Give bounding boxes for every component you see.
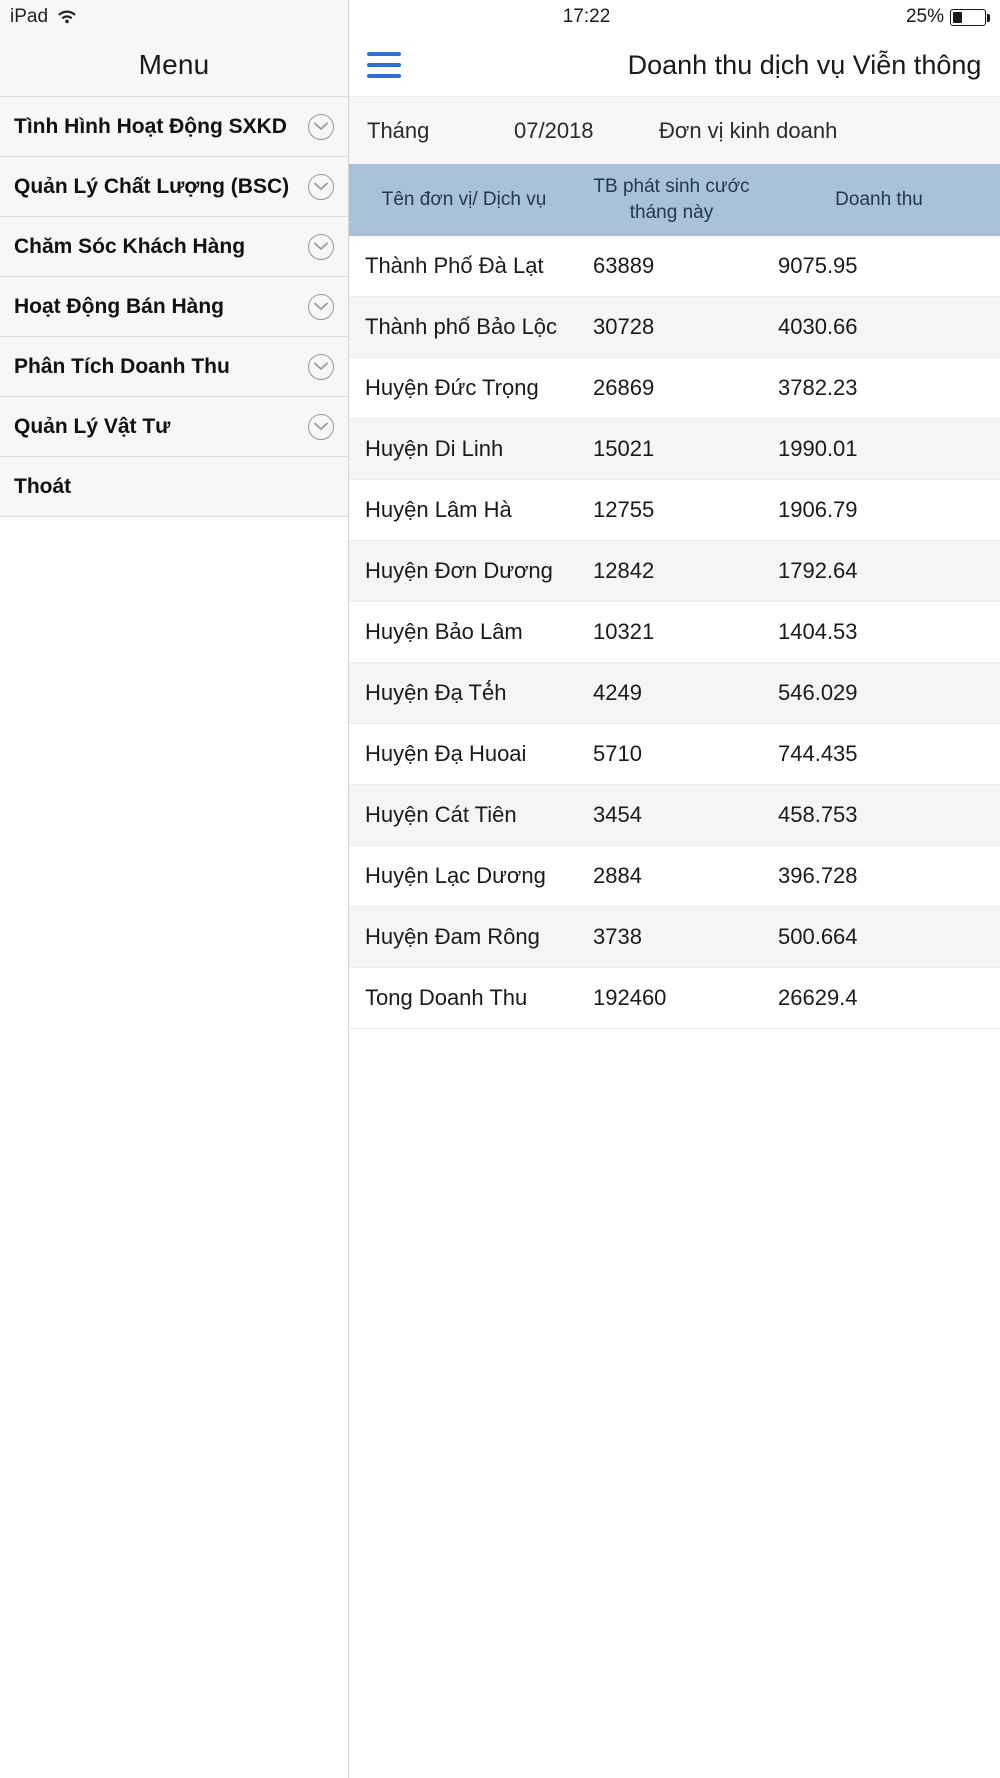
sidebar-item-label: Quản Lý Vật Tư — [14, 414, 171, 438]
sidebar-item-hoat-dong-ban-hang[interactable] — [0, 277, 348, 337]
cell-subscribers: 2884 — [593, 863, 642, 888]
chevron-down-icon[interactable] — [308, 174, 334, 200]
cell-revenue: 500.664 — [778, 924, 858, 949]
cell-name: Huyện Đam Rông — [365, 924, 540, 949]
sidebar-item-label: Quản Lý Chất Lượng (BSC) — [14, 174, 290, 198]
cell-revenue: 9075.95 — [778, 253, 858, 278]
navbar — [349, 34, 1000, 96]
table-row[interactable] — [349, 907, 1000, 968]
table-row[interactable] — [349, 541, 1000, 602]
cell-subscribers: 192460 — [593, 985, 667, 1010]
wifi-icon — [56, 8, 78, 26]
sidebar-item-label: Tình Hình Hoạt Động SXKD — [14, 114, 287, 138]
cell-subscribers: 15021 — [593, 436, 655, 461]
cell-name: Huyện Lạc Dương — [365, 863, 546, 888]
cell-name: Thành phố Bảo Lộc — [365, 314, 558, 339]
cell-subscribers: 30728 — [593, 314, 655, 339]
menu-title: Menu — [138, 49, 210, 80]
cell-subscribers: 3738 — [593, 924, 642, 949]
chevron-down-icon[interactable] — [308, 234, 334, 260]
chevron-down-icon[interactable] — [308, 354, 334, 380]
battery-percent-label: 25% — [905, 6, 944, 27]
cell-revenue: 458.753 — [778, 802, 858, 827]
sidebar-empty-area — [0, 517, 348, 1778]
cell-subscribers: 63889 — [593, 253, 655, 278]
content-panel — [349, 0, 1000, 1778]
cell-name: Huyện Đạ Huoai — [365, 741, 527, 766]
cell-subscribers: 12755 — [593, 497, 655, 522]
table-row[interactable] — [349, 297, 1000, 358]
table-row[interactable] — [349, 724, 1000, 785]
cell-subscribers: 10321 — [593, 619, 655, 644]
table-row[interactable] — [349, 358, 1000, 419]
sidebar — [0, 0, 349, 1778]
month-value[interactable]: 07/2018 — [514, 117, 594, 143]
chevron-down-icon[interactable] — [308, 114, 334, 140]
column-header-name: Tên đơn vị/ Dịch vụ — [381, 189, 547, 211]
table-row-total[interactable] — [349, 968, 1000, 1029]
sidebar-item-phan-tich-doanh-thu[interactable] — [0, 337, 348, 397]
sidebar-item-tinh-hinh-hoat-dong-sxkd[interactable] — [0, 97, 348, 157]
cell-name: Huyện Đức Trọng — [365, 375, 539, 400]
sidebar-item-quan-ly-vat-tu[interactable] — [0, 397, 348, 457]
sidebar-item-label: Hoạt Động Bán Hàng — [14, 294, 224, 318]
sidebar-item-label: Chăm Sóc Khách Hàng — [14, 234, 246, 258]
sidebar-item-label: Thoát — [14, 474, 72, 498]
chevron-down-icon[interactable] — [308, 294, 334, 320]
month-label: Tháng — [367, 117, 430, 143]
cell-revenue: 546.029 — [778, 680, 858, 705]
hamburger-icon[interactable] — [367, 52, 401, 78]
sidebar-item-quan-ly-chat-luong-bsc[interactable] — [0, 157, 348, 217]
sidebar-status-bar — [0, 0, 348, 34]
table-row[interactable] — [349, 480, 1000, 541]
page-title: Doanh thu dịch vụ Viễn thông — [627, 49, 982, 80]
cell-name: Huyện Di Linh — [365, 436, 504, 461]
cell-name: Huyện Bảo Lâm — [365, 619, 523, 644]
table-empty-area — [349, 1029, 1000, 1778]
sidebar-item-thoat[interactable] — [0, 457, 348, 517]
table-row[interactable] — [349, 663, 1000, 724]
cell-revenue: 3782.23 — [778, 375, 858, 400]
business-unit-label[interactable]: Đơn vị kinh doanh — [659, 117, 838, 143]
cell-name: Huyện Lâm Hà — [365, 497, 512, 522]
cell-name: Huyện Cát Tiên — [365, 802, 517, 827]
table-row[interactable] — [349, 236, 1000, 297]
cell-subscribers: 5710 — [593, 741, 642, 766]
cell-revenue: 1990.01 — [778, 436, 858, 461]
cell-name: Huyện Đơn Dương — [365, 558, 553, 583]
cell-revenue: 4030.66 — [778, 314, 858, 339]
sidebar-menu-list — [0, 96, 348, 517]
cell-revenue: 1404.53 — [778, 619, 858, 644]
status-bar — [349, 0, 1000, 34]
cell-revenue: 396.728 — [778, 863, 858, 888]
cell-revenue: 1906.79 — [778, 497, 858, 522]
cell-subscribers: 4249 — [593, 680, 642, 705]
status-time: 17:22 — [562, 6, 611, 27]
cell-revenue: 26629.4 — [778, 985, 858, 1010]
cell-revenue: 1792.64 — [778, 558, 858, 583]
cell-name: Tong Doanh Thu — [365, 985, 528, 1010]
column-header-subscribers: TB phát sinh cước tháng này — [593, 176, 750, 223]
table-row[interactable] — [349, 419, 1000, 480]
device-label: iPad — [10, 6, 49, 27]
filter-bar — [349, 96, 1000, 164]
chevron-down-icon[interactable] — [308, 414, 334, 440]
column-header-revenue: Doanh thu — [835, 189, 923, 211]
cell-name: Huyện Đạ Tẻ́h — [365, 680, 507, 705]
cell-name: Thành Phố Đà Lạt — [365, 253, 544, 278]
cell-subscribers: 26869 — [593, 375, 655, 400]
cell-subscribers: 12842 — [593, 558, 655, 583]
cell-subscribers: 3454 — [593, 802, 642, 827]
table-header-row — [349, 164, 1000, 236]
battery-icon — [950, 9, 986, 26]
sidebar-item-cham-soc-khach-hang[interactable] — [0, 217, 348, 277]
table-row[interactable] — [349, 602, 1000, 663]
revenue-table — [349, 164, 1000, 1029]
cell-revenue: 744.435 — [778, 741, 858, 766]
table-row[interactable] — [349, 846, 1000, 907]
status-battery-group — [906, 6, 986, 28]
table-row[interactable] — [349, 785, 1000, 846]
sidebar-item-label: Phân Tích Doanh Thu — [14, 354, 230, 378]
